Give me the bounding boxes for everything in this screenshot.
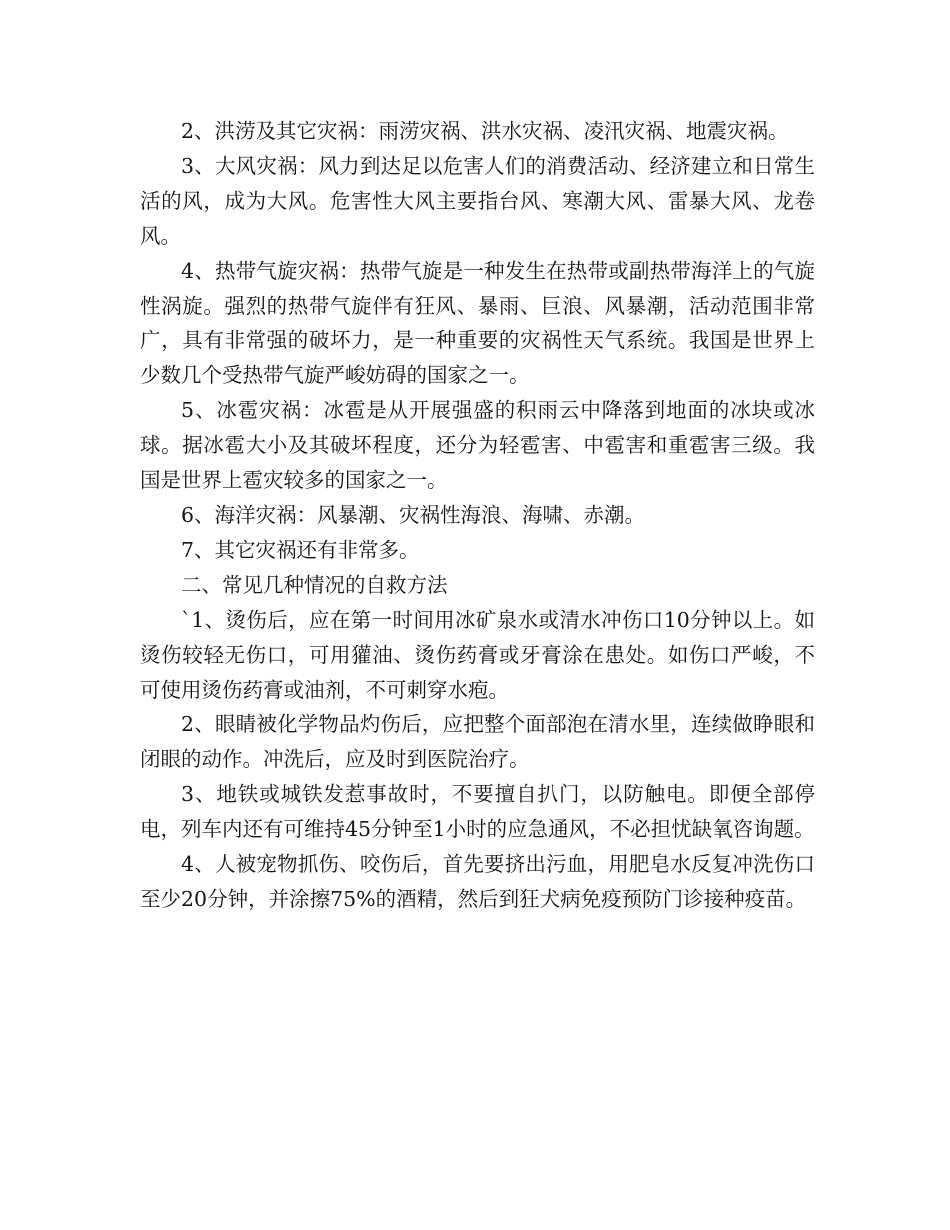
document-body [140,114,815,917]
paragraph-pet-bites: 4、人被宠物抓伤、咬伤后，首先要挤出污血，用肥皂水反复冲洗伤口至少20分钟，并涂擦75%的酒精，然后到狂犬病免疫预防门诊接种疫苗。 [140,852,815,911]
paragraph-subway-accident: 3、地铁或城铁发惹事故时，不要擅自扒门，以防触电。即便全部停电，列车内还有可维持45分钟至1小时的应急通风，不必担忧缺氧咨询题。 [140,782,815,842]
paragraph-hail-disasters: 5、冰雹灾祸：冰雹是从开展强盛的积雨云中降落到地面的冰块或冰球。据冰雹大小及其破坏程度，还分为轻雹害、中雹害和重雹害三级。我国是世界上雹灾较多的国家之一。 [140,398,815,493]
section-heading-self-rescue: 二、常见几种情况的自救方法 [181,572,448,597]
paragraph-eye-chemical-burns: 2、眼睛被化学物品灼伤后，应把整个面部泡在清水里，连续做睁眼和闭眼的动作。冲洗后，应及时到医院治疗。 [140,712,815,772]
paragraph-flood-disasters: 2、洪涝及其它灾祸：雨涝灾祸、洪水灾祸、凌汛灾祸、地震灾祸。 [181,119,789,143]
paragraph-wind-disasters: 3、大风灾祸：风力到达足以危害人们的消费活动、经济建立和日常生活的风，成为大风。危害性大风主要指台风、寒潮大风、雷暴大风、龙卷风。 [140,153,815,248]
paragraph-ocean-disasters: 6、海洋灾祸：风暴潮、灾祸性海浪、海啸、赤潮。 [181,502,646,527]
paragraph-other-disasters: 7、其它灾祸还有非常多。 [181,537,420,562]
paragraph-burns: `1、烫伤后，应在第一时间用冰矿泉水或清水冲伤口10分钟以上。如烫伤较轻无伤口，可用獾油、烫伤药膏或牙膏涂在患处。如伤口严峻，不可使用烫伤药膏或油剂，不可刺穿水疱。 [140,607,815,702]
paragraph-tropical-cyclone: 4、热带气旋灾祸：热带气旋是一种发生在热带或副热带海洋上的气旋性涡旋。强烈的热带气旋伴有狂风、暴雨、巨浪、风暴潮，活动范围非常广，具有非常强的破坏力，是一种重要的灾祸性天气系统。我国是世界上少数几个受热带气旋严峻妨碍的国家之一。 [140,258,815,388]
